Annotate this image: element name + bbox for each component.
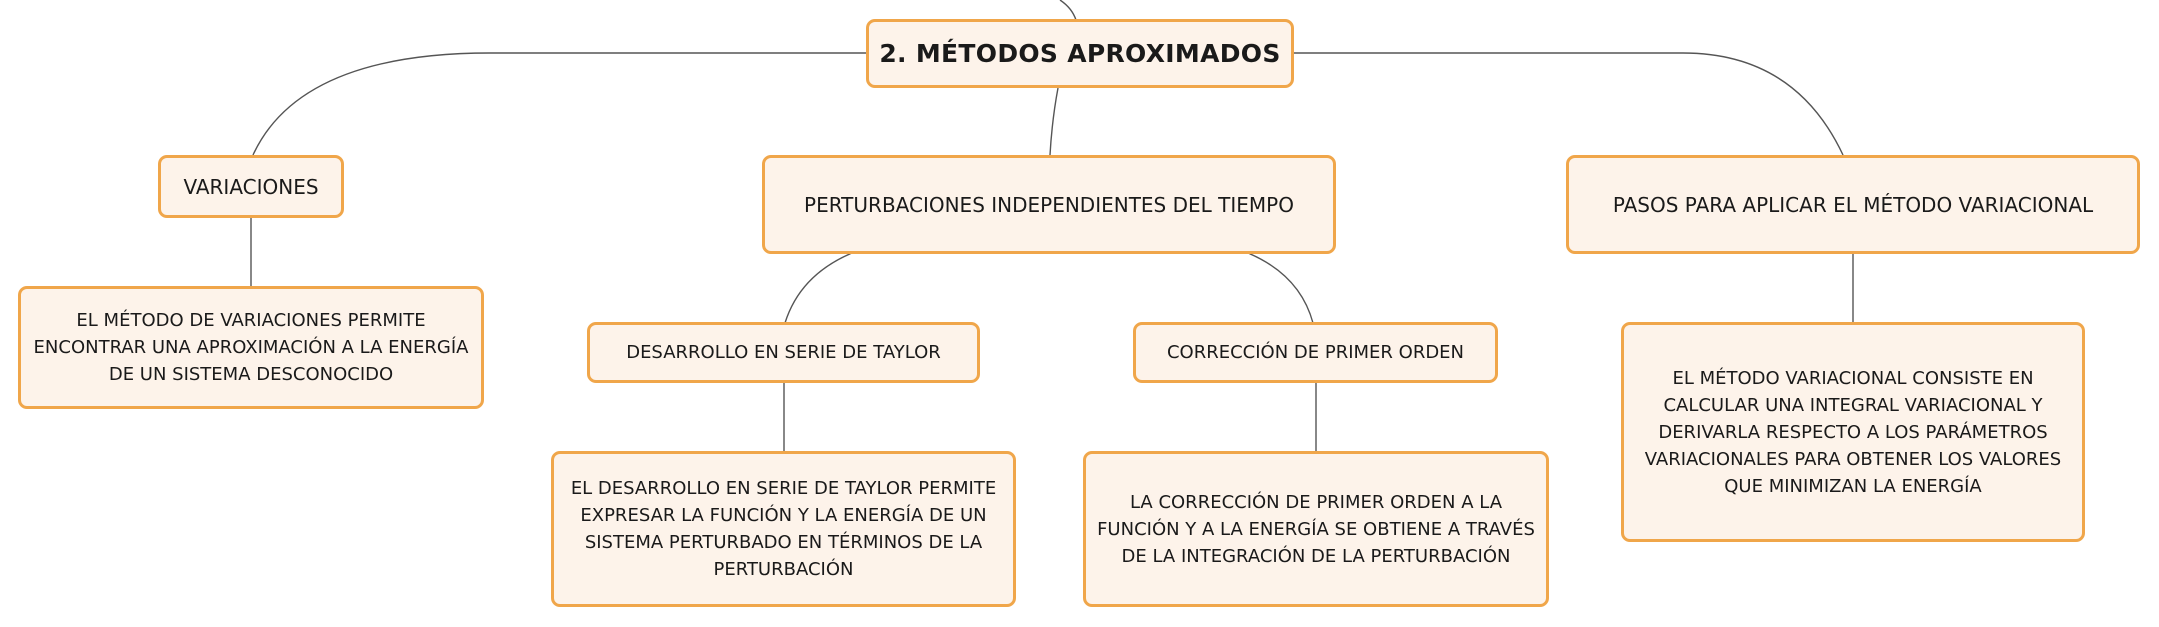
- connector-root-to-pasos: [1293, 53, 1843, 155]
- subtopic-taylor[interactable]: [587, 322, 980, 383]
- variaciones-description[interactable]: [18, 286, 484, 409]
- connector-parent-to-root: [1060, 0, 1076, 20]
- topic-perturbaciones-label: PERTURBACIONES INDEPENDIENTES DEL TIEMPO: [804, 192, 1294, 217]
- root-label: 2. MÉTODOS APROXIMADOS: [879, 39, 1281, 68]
- subtopic-correccion-label: CORRECCIÓN DE PRIMER ORDEN: [1166, 342, 1465, 363]
- pasos-description[interactable]: [1621, 322, 2085, 542]
- topic-variaciones[interactable]: [158, 155, 344, 218]
- taylor-description-text: EL DESARROLLO EN SERIE DE TAYLOR PERMITE EXPRESAR LA FUNCIÓN Y LA ENERGÍA DE UN SISTEMA PERTURBADO EN TÉRMINOS DE LA PERTURBACIÓN: [570, 478, 997, 580]
- correccion-description-text: LA CORRECCIÓN DE PRIMER ORDEN A LA FUNCIÓN Y A LA ENERGÍA SE OBTIENE A TRAVÉS DE LA INTEGRACIÓN DE LA PERTURBACIÓN: [1097, 491, 1535, 567]
- connector-root-to-perturbaciones: [1050, 88, 1058, 155]
- variaciones-description-text: EL MÉTODO DE VARIACIONES PERMITE ENCONTRAR UNA APROXIMACIÓN A LA ENERGÍA DE UN SISTEMA DESCONOCIDO: [33, 310, 469, 385]
- topic-pasos[interactable]: [1566, 155, 2140, 254]
- root-node[interactable]: [866, 19, 1294, 88]
- connector-perturbaciones-to-taylor: [785, 253, 852, 323]
- topic-variaciones-label: VARIACIONES: [183, 174, 319, 199]
- connector-perturbaciones-to-correccion: [1248, 253, 1313, 323]
- correccion-description[interactable]: [1083, 451, 1549, 607]
- pasos-description-text: EL MÉTODO VARIACIONAL CONSISTE EN CALCULAR UNA INTEGRAL VARIACIONAL Y DERIVARLA RESPECTO A LOS PARÁMETROS VARIACIONALES PARA OBTENER LOS VALORES QUE MINIMIZAN LA ENERGÍA: [1644, 367, 2062, 497]
- subtopic-correccion[interactable]: [1133, 322, 1498, 383]
- taylor-description[interactable]: [551, 451, 1016, 607]
- topic-perturbaciones[interactable]: [762, 155, 1336, 254]
- subtopic-taylor-label: DESARROLLO EN SERIE DE TAYLOR: [626, 342, 941, 363]
- connector-root-to-variaciones: [253, 53, 868, 155]
- topic-pasos-label: PASOS PARA APLICAR EL MÉTODO VARIACIONAL: [1612, 192, 2094, 217]
